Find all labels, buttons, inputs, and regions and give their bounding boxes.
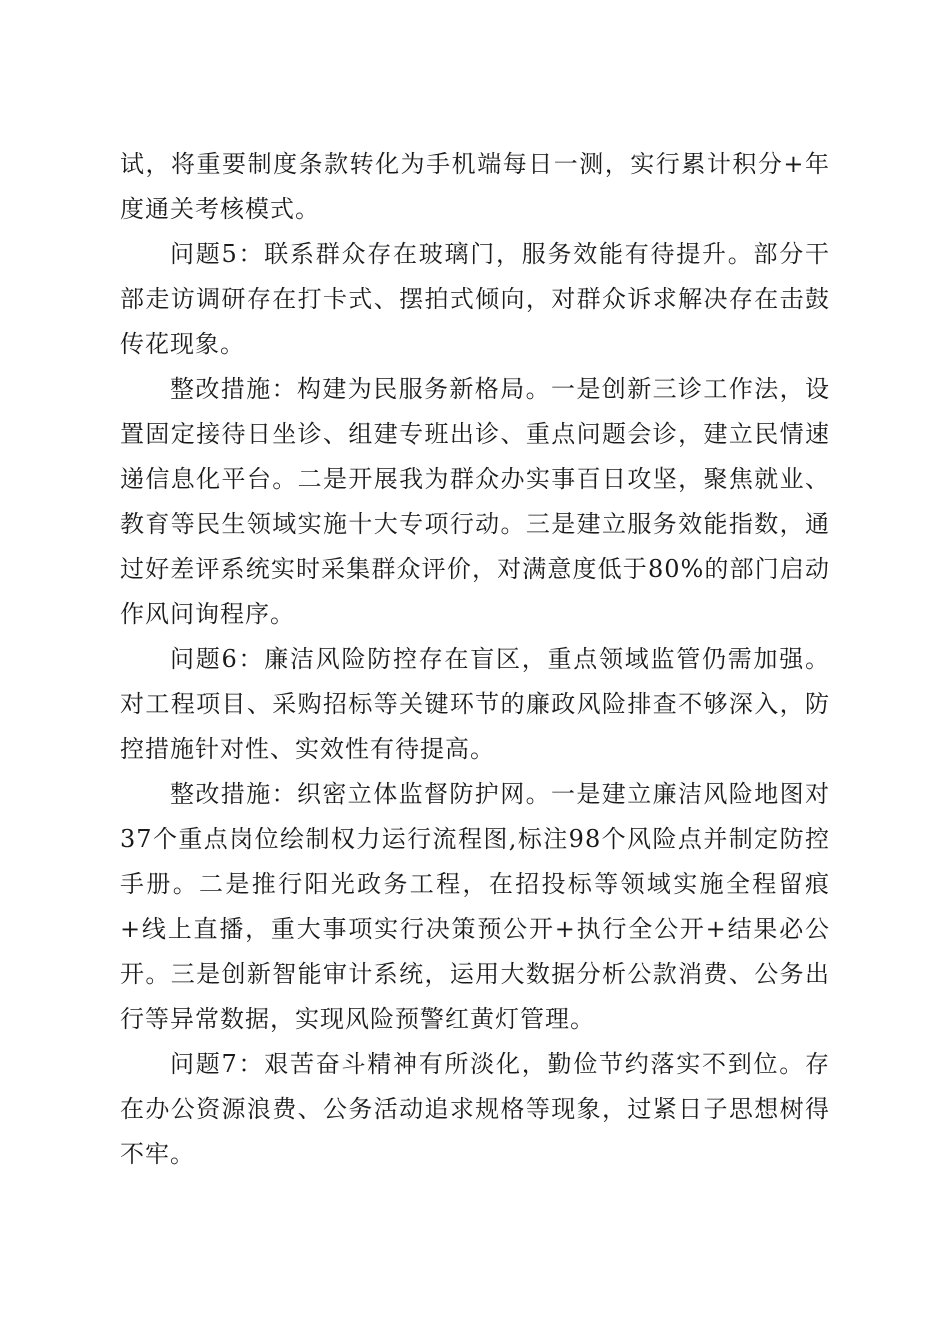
paragraph-measures-5: 整改措施：构建为民服务新格局。一是创新三诊工作法，设置固定接待日坐诊、组建专班出诊、重点问题会诊，建立民情速递信息化平台。二是开展我为群众办实事百日攻坚，聚焦就业、教育等民生领域实施十大专项行动。三是建立服务效能指数，通过好差评系统实时采集群众评价，对满意度低于80%的部门启动作风问询程序。 <box>120 375 830 628</box>
paragraph-problem-7: 问题7：艰苦奋斗精神有所淡化，勤俭节约落实不到位。存在办公资源浪费、公务活动追求规格等现象，过紧日子思想树得不牢。 <box>120 1050 830 1168</box>
document-body <box>120 142 830 1177</box>
paragraph-problem-5: 问题5：联系群众存在玻璃门，服务效能有待提升。部分干部走访调研存在打卡式、摆拍式倾向，对群众诉求解决存在击鼓传花现象。 <box>120 240 830 358</box>
paragraph-problem-6: 问题6：廉洁风险防控存在盲区，重点领域监管仍需加强。对工程项目、采购招标等关键环节的廉政风险排查不够深入，防控措施针对性、实效性有待提高。 <box>120 645 830 763</box>
paragraph-continuation: 试，将重要制度条款转化为手机端每日一测，实行累计积分+年度通关考核模式。 <box>120 150 830 223</box>
paragraph-measures-6: 整改措施：织密立体监督防护网。一是建立廉洁风险地图对37个重点岗位绘制权力运行流程图,标注98个风险点并制定防控手册。二是推行阳光政务工程，在招投标等领域实施全程留痕+线上直播，重大事项实行决策预公开+执行全公开+结果必公开。三是创新智能审计系统，运用大数据分析公款消费、公务出行等异常数据，实现风险预警红黄灯管理。 <box>120 780 830 1033</box>
